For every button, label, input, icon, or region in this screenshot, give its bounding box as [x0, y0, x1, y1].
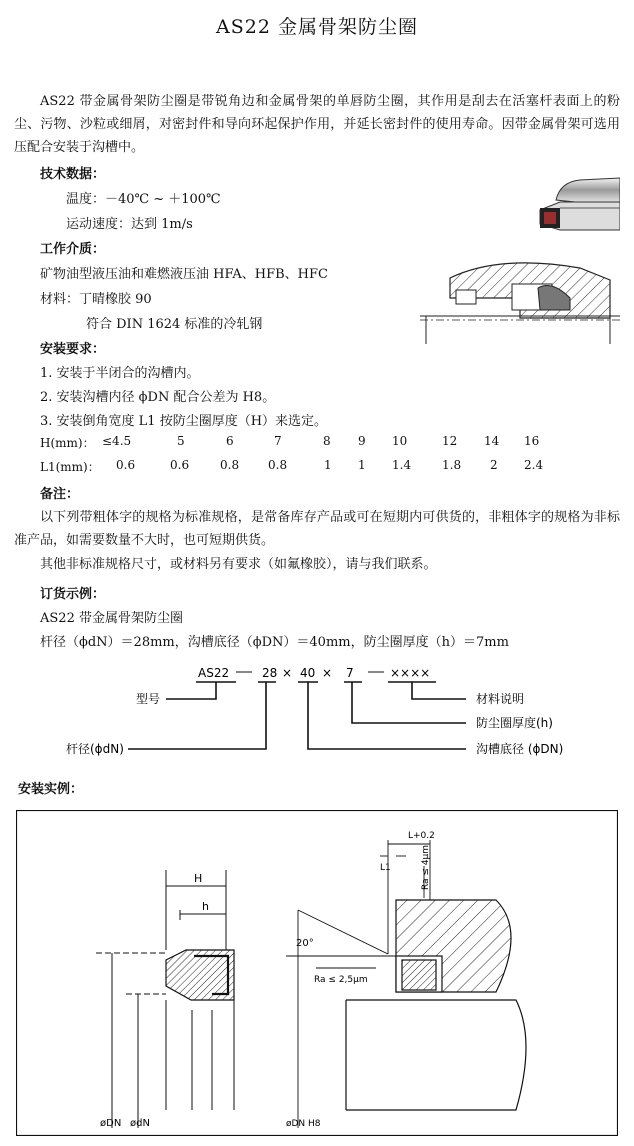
- dim-DN: øDN: [100, 1118, 122, 1129]
- dim-DN-H8: øDN H8: [286, 1119, 321, 1129]
- h-label: H(mm)：: [40, 436, 95, 450]
- notes-paragraph-2: 其他非标准规格尺寸，或材料另有要求（如氟橡胶），请与我们联系。: [40, 557, 437, 572]
- l1-value: 0.8: [220, 458, 240, 472]
- dim-h: h: [202, 900, 209, 913]
- h-value: 9: [358, 434, 366, 448]
- roughness-ra-2-5: Ra ≤ 2,5μm: [314, 975, 368, 985]
- page-title: AS22 金属骨架防尘圈: [216, 16, 418, 38]
- label-thickness: 防尘圈厚度(h): [476, 716, 553, 730]
- dim-dN: ødN: [130, 1118, 150, 1129]
- install-heading: 安装要求：: [40, 342, 106, 357]
- install-item-3: 3. 安装倒角宽度 L1 按防尘圈厚度（H）来选定。: [40, 414, 328, 429]
- notes-heading: 备注：: [40, 487, 80, 502]
- order-line-1: AS22 带金属骨架防尘圈: [40, 611, 183, 626]
- h-value: 16: [524, 434, 540, 448]
- dim-H: H: [194, 872, 203, 885]
- code-times-2: ×: [322, 666, 333, 680]
- code-part-thickness: 7: [346, 666, 354, 680]
- intro-paragraph: AS22 带金属骨架防尘圈是带锐角边和金属骨架的单唇防尘圈，其作用是刮去在活塞杆表面上的粉尘、污物、沙粒或细屑，对密封件和导向环起保护作用，并延长密封件的使用寿命。因带金属骨架可选用压配合安装于沟槽中。: [14, 94, 620, 155]
- seal-product-image: [520, 172, 620, 242]
- medium-text: 矿物油型液压油和难燃液压油 HFA、HFB、HFC: [40, 267, 328, 282]
- l1-value: 2: [490, 458, 498, 472]
- l1-value: 0.6: [116, 458, 136, 472]
- h-value: 7: [274, 434, 282, 448]
- dim-L1: L1: [380, 863, 391, 873]
- h-value: 8: [323, 434, 331, 448]
- install-item-2: 2. 安装沟槽内径 ϕDN 配合公差为 H8。: [40, 390, 276, 405]
- h-value: 5: [177, 434, 185, 448]
- l1-value: 0.8: [268, 458, 288, 472]
- l1-value: 1: [358, 458, 366, 472]
- l1-value: 2.4: [524, 458, 544, 472]
- label-material: 材料说明: [476, 692, 525, 706]
- order-line-2: 杆径（ϕdN）＝28mm，沟槽底径（ϕDN）＝40mm，防尘圈厚度（h）＝7mm: [40, 635, 509, 650]
- l1-value: 0.6: [170, 458, 190, 472]
- label-rod: 杆径(ϕdN): [66, 742, 124, 756]
- speed-text: 运动速度：达到 1m/s: [66, 217, 193, 232]
- dim-L: L+0.2: [408, 831, 435, 841]
- code-part-rod: 28: [262, 666, 278, 680]
- material-steel-text: 符合 DIN 1624 标准的冷轧钢: [86, 317, 263, 332]
- material-text: 材料：丁晴橡胶 90: [40, 292, 152, 307]
- code-part-model: AS22: [198, 666, 230, 680]
- l1-value: 1.4: [392, 458, 412, 472]
- h-value: 6: [226, 434, 234, 448]
- medium-heading: 工作介质：: [40, 242, 106, 257]
- roughness-ra-4: Ra ≤ 4μm: [421, 844, 431, 890]
- order-heading: 订货示例：: [40, 587, 106, 602]
- installation-sketch: [420, 258, 620, 344]
- label-model: 型号: [136, 692, 161, 706]
- angle-20: 20°: [296, 938, 314, 949]
- install-item-1: 1. 安装于半闭合的沟槽内。: [40, 366, 200, 381]
- temperature-text: 温度：－40℃ ~ ＋100℃: [66, 192, 221, 207]
- label-groove: 沟槽底径 (ϕDN): [476, 742, 564, 756]
- l1-label: L1(mm)：: [40, 460, 100, 474]
- code-times-1: ×: [282, 666, 293, 680]
- code-part-material: ××××: [390, 666, 431, 680]
- l1-value: 1.8: [442, 458, 462, 472]
- order-code-diagram: [0, 655, 634, 765]
- notes-paragraph-1: 以下列带粗体字的规格为标准规格，是常备库存产品或可在短期内可供货的，非粗体字的规格为非标准产品，如需要数量不大时，也可短期供货。: [14, 510, 620, 548]
- h-values-row: [40, 434, 620, 454]
- drawing-frame: [17, 811, 618, 1136]
- h-value: ≤4.5: [102, 434, 132, 448]
- code-part-groove: 40: [300, 666, 316, 680]
- tech-heading: 技术数据：: [40, 167, 106, 182]
- example-heading: 安装实例：: [18, 782, 84, 797]
- h-value: 14: [484, 434, 500, 448]
- l1-values-row: [40, 458, 620, 478]
- h-value: 10: [392, 434, 408, 448]
- installation-example-drawing: [16, 810, 618, 1136]
- h-value: 12: [442, 434, 458, 448]
- l1-value: 1: [324, 458, 332, 472]
